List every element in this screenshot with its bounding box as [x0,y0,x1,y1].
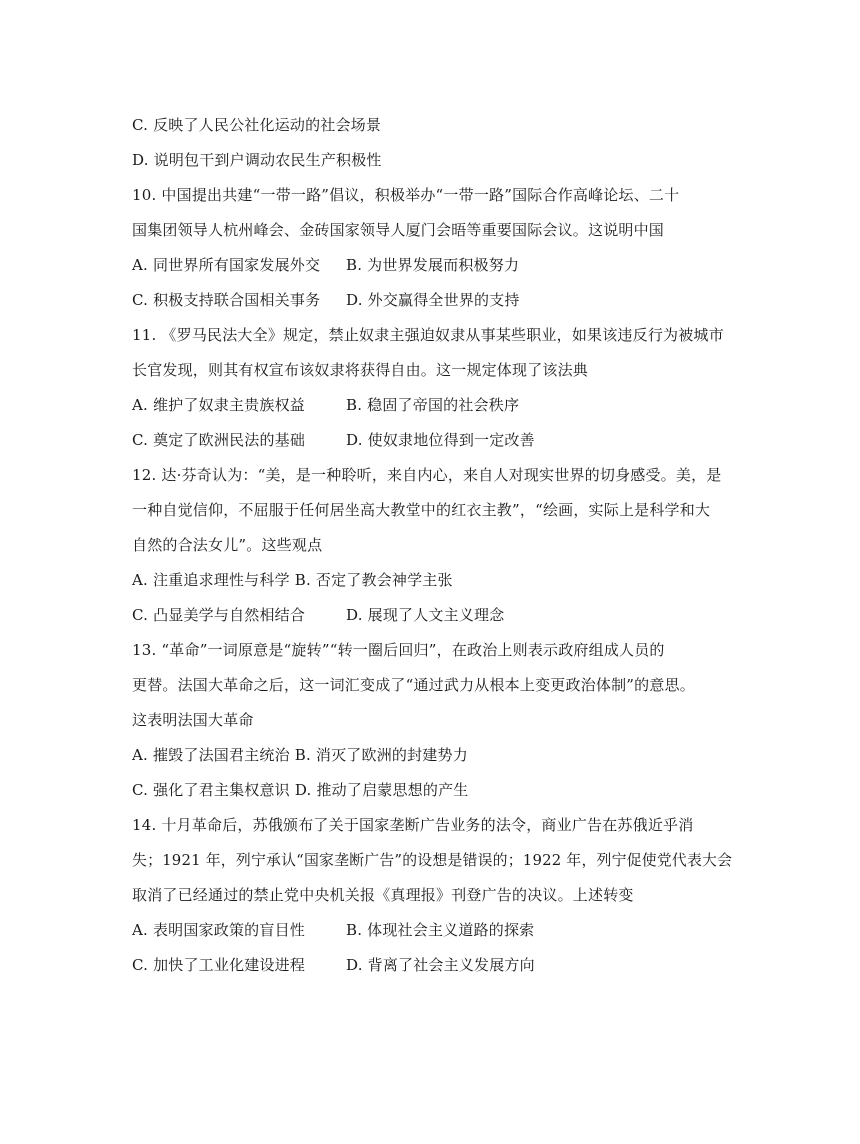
q9-option-d: D. 说明包干到户调动农民生产积极性 [132,151,382,169]
q10-stem-line-2: 国集团领导人杭州峰会、金砖国家领导人厦门会晤等重要国际会议。这说明中国 [132,221,665,239]
q10-option-d: D. 外交赢得全世界的支持 [346,291,520,309]
q14-stem-line-3: 取消了已经通过的禁止党中央机关报《真理报》刊登广告的决议。上述转变 [132,886,634,904]
q10-option-a: A. 同世界所有国家发展外交 [132,256,321,274]
q12-option-d: D. 展现了人文主义理念 [346,606,505,624]
q11-option-a: A. 维护了奴隶主贵族权益 [132,396,305,414]
q10-stem-line-1: 10. 中国提出共建“一带一路”倡议，积极举办“一带一路”国际合作高峰论坛、二十 [132,186,680,204]
q10-option-c: C. 积极支持联合国相关事务 [132,291,321,309]
q14-option-b: B. 体现社会主义道路的探索 [346,921,535,939]
q13-stem-line-3: 这表明法国大革命 [132,711,254,729]
q14-option-c: C. 加快了工业化建设进程 [132,956,306,974]
q10-option-b: B. 为世界发展而积极努力 [346,256,520,274]
q14-stem-line-1: 14. 十月革命后，苏俄颁布了关于国家垄断广告业务的法令，商业广告在苏俄近乎消 [132,816,694,834]
q11-option-c: C. 奠定了欧洲民法的基础 [132,431,306,449]
q12-stem-line-2: 一种自觉信仰，不屈服于任何居坐高大教堂中的红衣主教”，“绘画，实际上是科学和大 [132,501,711,519]
q12-options-ab: A. 注重追求理性与科学 B. 否定了教会神学主张 [132,571,453,589]
q11-option-b: B. 稳固了帝国的社会秩序 [346,396,520,414]
q14-option-d: D. 背离了社会主义发展方向 [346,956,535,974]
q13-options-ab: A. 摧毁了法国君主统治 B. 消灭了欧洲的封建势力 [132,746,468,764]
q13-options-cd: C. 强化了君主集权意识 D. 推动了启蒙思想的产生 [132,781,469,799]
q11-option-d: D. 使奴隶地位得到一定改善 [346,431,535,449]
q9-option-c: C. 反映了人民公社化运动的社会场景 [132,116,382,134]
q11-stem-line-2: 长官发现，则其有权宣布该奴隶将获得自由。这一规定体现了该法典 [132,361,589,379]
q12-stem-line-3: 自然的合法女儿”。这些观点 [132,536,323,554]
q14-option-a: A. 表明国家政策的盲目性 [132,921,305,939]
q11-stem-line-1: 11. 《罗马民法大全》规定，禁止奴隶主强迫奴隶从事某些职业，如果该违反行为被城市 [132,326,724,344]
q12-option-c: C. 凸显美学与自然相结合 [132,606,306,624]
q13-stem-line-1: 13. “革命”一词原意是“旋转”“转一圈后回归”，在政治上则表示政府组成人员的 [132,641,665,659]
q12-stem-line-1: 12. 达·芬奇认为：“美，是一种聆听，来自内心，来自人对现实世界的切身感受。美，是 [132,466,722,484]
q14-stem-line-2: 失；1921 年，列宁承认“国家垄断广告”的设想是错误的；1922 年，列宁促使党代表大会 [132,851,733,869]
q13-stem-line-2: 更替。法国大革命之后，这一词汇变成了“通过武力从根本上变更政治体制”的意思。 [132,676,695,694]
